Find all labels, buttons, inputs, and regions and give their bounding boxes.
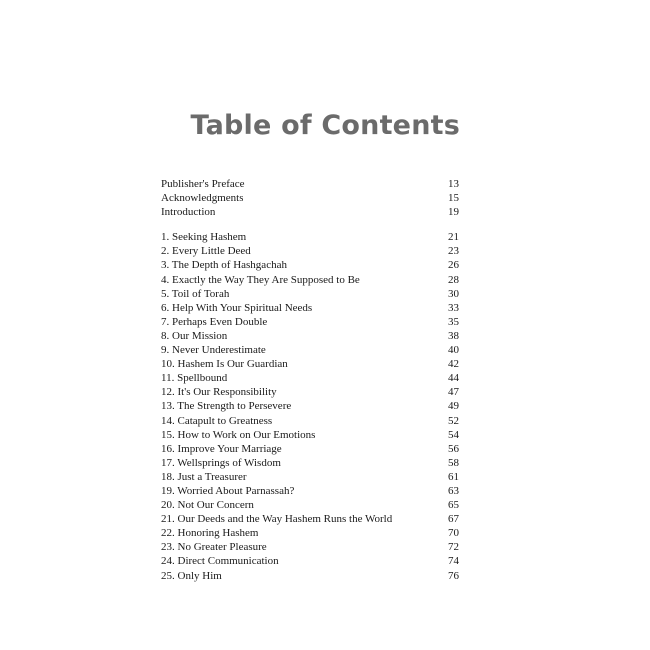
chapter-entry xyxy=(161,470,459,484)
entry-page-number: 70 xyxy=(448,527,459,540)
chapter-entry xyxy=(161,569,459,583)
chapter-entry xyxy=(161,371,459,385)
page-title: Table of Contents xyxy=(190,110,460,141)
entry-page-number: 61 xyxy=(448,470,459,483)
entry-title: 25. Only Him xyxy=(161,569,222,582)
entry-title: 22. Honoring Hashem xyxy=(161,527,259,540)
entry-page-number: 63 xyxy=(448,484,459,497)
entry-page-number: 28 xyxy=(448,273,459,286)
entry-page-number: 42 xyxy=(448,358,459,371)
entry-title: 10. Hashem Is Our Guardian xyxy=(161,358,288,371)
entry-title: 1. Seeking Hashem xyxy=(161,231,247,244)
entry-page-number: 38 xyxy=(448,329,459,342)
chapter-entry xyxy=(161,385,459,399)
entry-title: 17. Wellsprings of Wisdom xyxy=(161,456,281,469)
entry-page-number: 30 xyxy=(448,287,459,300)
entry-page-number: 26 xyxy=(448,259,459,272)
front-matter-entry xyxy=(161,191,459,205)
chapter-entry xyxy=(161,399,459,413)
entry-page-number: 67 xyxy=(448,513,459,526)
entry-title: 12. It's Our Responsibility xyxy=(161,386,277,399)
entry-page-number: 35 xyxy=(448,315,459,328)
chapter-entry xyxy=(161,315,459,329)
entry-page-number: 76 xyxy=(448,569,459,582)
entry-page-number: 33 xyxy=(448,301,459,314)
chapter-entry xyxy=(161,244,459,258)
chapter-entry xyxy=(161,230,459,244)
entry-title: 3. The Depth of Hashgachah xyxy=(161,259,287,272)
entry-page-number: 44 xyxy=(448,372,459,385)
section-gap xyxy=(161,219,459,230)
table-of-contents xyxy=(161,177,459,583)
chapter-entry xyxy=(161,554,459,568)
entry-title: Acknowledgments xyxy=(161,192,244,205)
chapter-entry xyxy=(161,526,459,540)
entry-page-number: 54 xyxy=(448,428,459,441)
chapter-entry xyxy=(161,456,459,470)
chapter-entry xyxy=(161,442,459,456)
entry-page-number: 13 xyxy=(448,178,459,190)
entry-page-number: 56 xyxy=(448,442,459,455)
entry-title: 23. No Greater Pleasure xyxy=(161,541,267,554)
chapter-entry xyxy=(161,273,459,287)
entry-page-number: 15 xyxy=(448,192,459,205)
entry-title: 24. Direct Communication xyxy=(161,555,279,568)
chapter-entry xyxy=(161,357,459,371)
entry-title: 13. The Strength to Persevere xyxy=(161,400,292,413)
entry-title: 2. Every Little Deed xyxy=(161,245,251,258)
front-matter-entry xyxy=(161,177,459,191)
entry-title: 21. Our Deeds and the Way Hashem Runs the World xyxy=(161,513,393,526)
chapter-entry xyxy=(161,329,459,343)
entry-title: 20. Not Our Concern xyxy=(161,499,254,512)
entry-title: 16. Improve Your Marriage xyxy=(161,442,282,455)
chapter-entry xyxy=(161,414,459,428)
chapter-entry xyxy=(161,287,459,301)
entry-title: Publisher's Preface xyxy=(161,178,245,190)
chapter-entry xyxy=(161,258,459,272)
entry-title: 7. Perhaps Even Double xyxy=(161,315,268,328)
entry-title: 18. Just a Treasurer xyxy=(161,470,247,483)
entry-title: 14. Catapult to Greatness xyxy=(161,414,273,427)
entry-page-number: 58 xyxy=(448,456,459,469)
entry-page-number: 19 xyxy=(448,206,459,219)
entry-page-number: 65 xyxy=(448,499,459,512)
chapter-entry xyxy=(161,512,459,526)
front-matter-list xyxy=(161,177,459,219)
entry-title: 11. Spellbound xyxy=(161,372,228,385)
entry-page-number: 21 xyxy=(448,231,459,244)
entry-page-number: 23 xyxy=(448,245,459,258)
entry-title: 5. Toil of Torah xyxy=(161,287,230,300)
entry-title: 15. How to Work on Our Emotions xyxy=(161,428,316,441)
entry-title: 9. Never Underestimate xyxy=(161,344,266,357)
chapter-entry xyxy=(161,301,459,315)
entry-page-number: 72 xyxy=(448,541,459,554)
entry-title: 4. Exactly the Way They Are Supposed to Be xyxy=(161,273,360,286)
entry-title: 6. Help With Your Spiritual Needs xyxy=(161,301,313,314)
entry-title: Introduction xyxy=(161,206,216,219)
entry-page-number: 52 xyxy=(448,414,459,427)
chapter-entry xyxy=(161,343,459,357)
entry-title: 19. Worried About Parnassah? xyxy=(161,484,295,497)
chapter-entry xyxy=(161,428,459,442)
front-matter-entry xyxy=(161,205,459,219)
entry-page-number: 47 xyxy=(448,386,459,399)
chapter-entry xyxy=(161,484,459,498)
entry-page-number: 49 xyxy=(448,400,459,413)
chapter-list xyxy=(161,230,459,582)
entry-page-number: 40 xyxy=(448,344,459,357)
entry-title: 8. Our Mission xyxy=(161,329,228,342)
chapter-entry xyxy=(161,540,459,554)
chapter-entry xyxy=(161,498,459,512)
entry-page-number: 74 xyxy=(448,555,459,568)
